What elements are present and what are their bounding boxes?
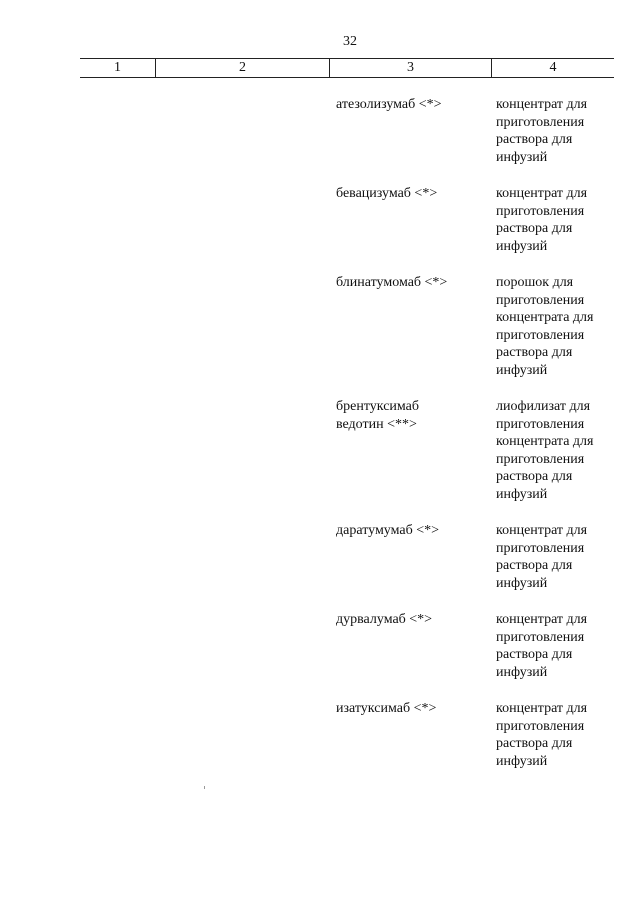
drug-name: брентуксимаб ведотин <**> [336,399,420,432]
dosage-form: порошок для приготовления концентрата для приготовления раствора для инфузий [496,275,594,378]
table-row [0,611,640,681]
drug-name: бевацизумаб <*> [336,186,438,201]
table-header-row [80,58,614,78]
drug-name: блинатумомаб <*> [336,275,448,290]
dosage-form: концентрат для приготовления раствора для инфузий [496,186,588,254]
table-row [0,522,640,592]
drug-name: изатуксимаб <*> [336,701,437,716]
drug-name: дурвалумаб <*> [336,612,433,627]
drug-name: даратумумаб <*> [336,523,440,538]
page-number: 32 [343,34,357,49]
dosage-form: концентрат для приготовления раствора для инфузий [496,523,588,591]
column-header-4: 4 [549,60,557,75]
table-row [0,185,640,255]
scan-artifact [204,786,205,789]
drug-entries-list [0,96,640,789]
drug-name: атезолизумаб <*> [336,97,442,112]
dosage-form: лиофилизат для приготовления концентрата для приготовления раствора для инфузий [496,399,594,502]
column-header-2: 2 [156,59,330,77]
dosage-form: концентрат для приготовления раствора для инфузий [496,701,588,769]
dosage-form: концентрат для приготовления раствора для инфузий [496,97,588,165]
column-header-1: 1 [80,59,156,77]
table-row [0,700,640,770]
table-row [0,96,640,166]
table-row [0,398,640,503]
table-row [0,274,640,379]
column-header-3: 3 [330,59,492,77]
dosage-form: концентрат для приготовления раствора для инфузий [496,612,588,680]
